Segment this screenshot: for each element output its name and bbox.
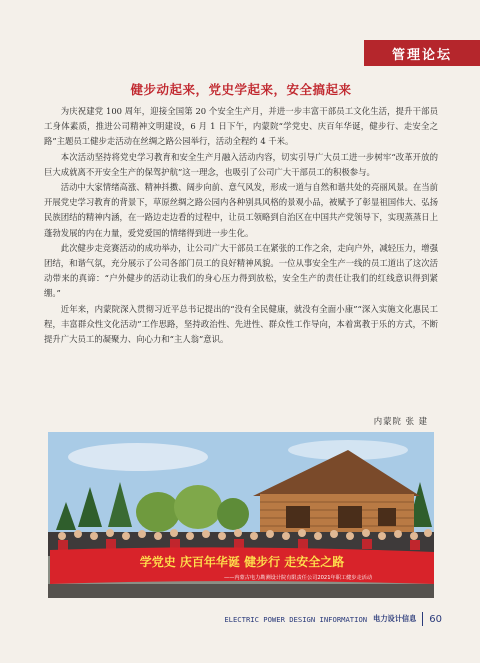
footer-english-title: ELECTRIC POWER DESIGN INFORMATION (224, 614, 368, 624)
banner-main-text: 学党史 庆百年华诞 健步行 走安全之路 (139, 555, 345, 569)
article-byline: 内蒙院 张 建 (373, 416, 428, 426)
article-paragraph: 本次活动坚持将党史学习教育和安全生产月融入活动内容，切实引导广大员工进一步树牢“改革开放的巨大成就离不开安全生产的保驾护航”这一理念，也吸引了公司广大干部员工的积极参与。 (44, 151, 438, 177)
footer-divider (422, 612, 423, 626)
page-footer (224, 612, 442, 626)
article (44, 80, 438, 347)
section-tab: 管理论坛 (364, 40, 480, 66)
article-paragraph: 近年来，内蒙院深入贯彻习近平总书记提出的“没有全民健康，就没有全面小康”“深入实施文化惠民工程，丰富群众性文化活动”工作思路，坚持政治性、先进性、群众性工作导向，本着寓教于乐的方式，不断提升广大员工的凝聚力、向心力和“主人翁”意识。 (44, 303, 438, 345)
banner-sub-text: ——内蒙古电力勘测设计院有限责任公司2021年职工健步走活动 (223, 575, 373, 581)
footer-chinese-title: 电力设计信息 (373, 614, 417, 623)
group-photo-illustration (48, 432, 434, 598)
page-number: 60 (429, 613, 442, 625)
article-paragraph: 活动中大家情绪高涨、精神抖擞、阔步向前、意气风发，形成一道与自然和谐共处的亮丽风景。在当前开展党史学习教育的背景下，草原丝绸之路公园内各种别具风格的景观小品，被赋予了彰显祖国伟大、弘扬民族团结的精神内涵，在一路边走边看的过程中，让员工领略到自治区在中国共产党领导下，实现蒸蒸日上蓬勃发展的内在力量，爱党爱国的情绪得到进一步生化。 (44, 182, 438, 238)
group-photo (48, 432, 434, 598)
article-paragraph: 此次健步走竞赛活动的成功举办，让公司广大干部员工在紧张的工作之余，走向户外，减轻压力，增强团结，和谐气氛，充分展示了公司各部门员工的良好精神风貌。一位从事安全生产一线的员工道出了这次活动带来的真谛：“户外健步的活动让我们的身心压力得到放松，安全生产的责任让我们的红线意识得到紧绷。” (44, 242, 438, 299)
article-headline: 健步动起来，党史学起来，安全搞起来 (130, 82, 352, 97)
article-paragraph: 为庆祝建党 100 周年，迎接全国第 20 个安全生产月，并进一步丰富干部员工文化生活，提升干部员工身体素质，推进公司精神文明建设，6 月 1 日下午，内蒙院“学党史、庆百年华诞，健步行、走安全之路”主题员工健步走活动在丝绸之路公园举行，活动全程约 4 千米。 (44, 106, 438, 147)
